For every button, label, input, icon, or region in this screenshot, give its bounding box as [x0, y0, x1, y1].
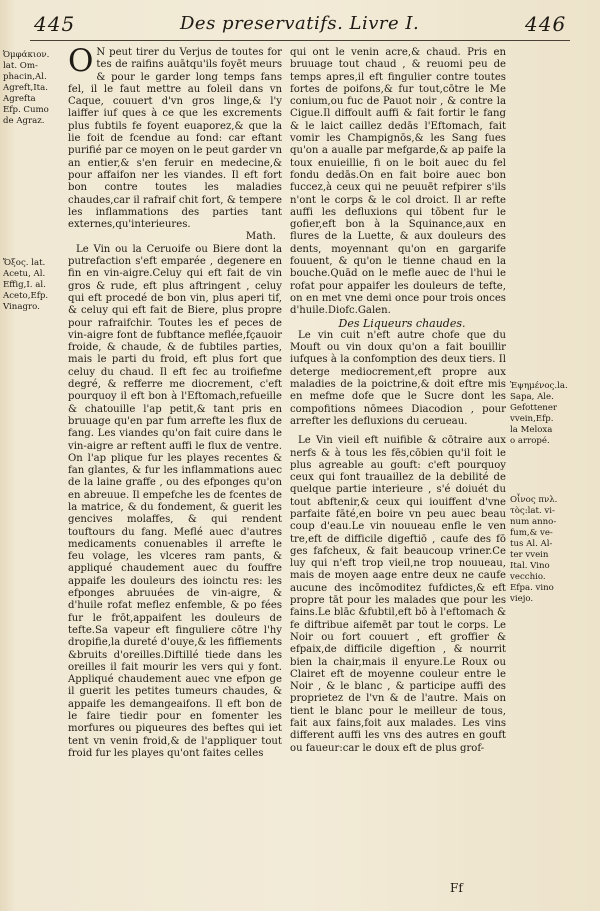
section-heading: Des Liqueurs chaudes. [338, 316, 466, 330]
margin-note-vin-cuit: Ἑψημένος.la. Sapa, Ale. Gefottener vvein,Efp. la Meloxa o arropé. [510, 381, 568, 446]
margin-note-verjus: Ὀμφάκιον. lat. Om- phacin,Al. Agreft,Ita. Agrefta Efp. Cumo de Agraz. [3, 50, 50, 126]
printer-signature-mark: Ff [450, 881, 463, 895]
margin-note-vinaigre: Ὄξος. lat. Acetu, Al. Effig,I. al. Aceto,Efp. Vinagro. [3, 258, 49, 312]
running-title: Des preservatifs. Livre I. [180, 13, 420, 34]
drop-cap: O [68, 43, 94, 79]
right-column [290, 47, 506, 755]
author-attribution: Math. [245, 231, 276, 243]
vinaigre-continuation-paragraph: qui ont le venin acre,& chaud. Pris en bruuage tout chaud , & reuomi peu de temps apres,il eft fingulier contre toutes fortes de poifons,& fur tout,cōtre le Me conium,ou fuc de Pauot noir , & contre la Cigue.Il diffoult auffi & fait fortir le fang & le laict caillez dedās l'Eftomach, fait vomir les Champignōs,& les Sang fues qu'on a aualle par mefgarde,& ap paife la toux enuieillie, fi on le boit auec du fel fondu dedās.On en fait boire auec bon fuccez,à ceux qui ne peuuēt refpirer s'ils n'ont le corps & le col droict. Il ar refte auffi les defluxions qui tōbent fur le gofier,eft bon à la Squinance,aux en flures de la Luette, & aux douleurs des dents, moyennant qu'on en gargarife fouuent, & qu'on le tienne chaud en la bouche.Quād on le mefle auec de l'hui le rofat pour appaifer les douleurs de tefte, on en met vne demi once pour trois onces d'huile.Diofc.Galen. [290, 47, 506, 317]
verjus-paragraph [68, 43, 282, 231]
page-number-left: 445 [34, 12, 76, 36]
verjus-text: N peut tirer du Verjus de toutes for tes de raifins auātqu'ils foyēt meurs & pour le garder long temps fans fel, il le faut mettre au foleil dans vn Caque, couuert d'vn gros linge,& l'y laiffer iuf ques à ce que les excrements plus fubtils fe foyent euaporez,& que la lie foit de fcendue au fond: car eftant purifié par ce moyen on le peut garder vn an entier,& s'en feruir en medecine,& pour affaifon ner les viandes. Il eft fort bon contre toutes les maladies chaudes,car il rafraif chit fort, & tempere les inflammations des parties tant externes,qu'interieures. [68, 47, 282, 231]
page-number-right: 446 [525, 12, 567, 36]
header-rule [30, 40, 570, 41]
vinaigre-paragraph: Le Vin ou la Ceruoife ou Biere dont la putrefaction s'eft emparée , degenere en fin en vin-aigre.Celuy qui eft fait de vin gros & rude, eft plus aftringent , celuy qui eft procedé de bon vin, plus aperi tif, & celuy qui eft fait de Biere, plus propre pour rafraifchir. Toutes les ef peces de vin-aigre font de fubftance meflée,fçauoir froide, & chaude, & de fubtiles parties, mais le parti du froid, eft plus fort que celuy du chaud. Il eft fec au troifiefme degré, & refferre me diocrement, c'eft pourquoy il eft bon à l'Eftomach,refueille & chatouille l'ap petit,& tant pris en bruuage qu'en par fum arrefte les flux de fang. Les viandes qu'on fait cuire dans le vin-aigre ar reftent auffi le flux de ventre. On l'ap plique fur les playes recentes & fan glantes, & fur les inflammations auec de la laine graffe , ou des efponges qu'on en abreuue. Il empefche les de fcentes de la matrice, & du fondement, & guerit les gencives molaffes, & qui rendent touftours du fang. Meflé auec d'autres medicaments conuenables il arrefte le feu volage, les vlceres ram pants, & appliqué chaudement auec du fouffre appaife les douleurs des ioinctu res: les efponges abruuées de vin-aigre, & d'huile rofat meflez enfemble, & po fées fur le frōt,appaifent les douleurs de tefte.Sa vapeur eft finguliere cōtre l'hy dropifie,la dureté d'ouye,& les fiffiements &bruits d'oreilles.Diftillé tiede dans les oreilles il fait mourir les vers qui y font. Appliqué chaudement auec vne efpon ge il guerit les petites tumeurs chaudes, & appaife les demangeaifons. Il eft bon de le faire tiedir pour en fomenter les morfures ou piqueures des beftes qui iet tent vn venin froid,& de l'appliquer tout froid fur les playes qu'ont faites celles [68, 243, 282, 759]
margin-note-vin-vieil: Οἶνος πνλ. τὸς:lat. vi- num anno- fum,& ve- tus Al. Al- ter vvein Ital. Vino vecchio. Efpa. vino viejo. [510, 495, 558, 604]
vin-vieil-paragraph: Le Vin vieil eft nuifible & cōtraire aux nerfs & à tous les fēs,cōbien qu'il foit le plus agreable au gouft: c'eft pourquoy ceux qui font trauaillez de la debilité de quelque partie interieure , s'é doiuét du tout abftenir,& ceux qui iouiffent d'vne parfaite fāté,en boire vn peu auec beau coup d'eau.Le vin nouueau enfle le ven tre,eft de difficile digeftiō , caufe des fō ges fafcheux, & fait beaucoup vriner.Ce luy qui n'eft trop vieil,ne trop nouueau, mais de moyen aage entre deux ne caufe aucune des incōmoditez fufdictes,& eft propre tāt pour les malades que pour les fains.Le blāc &fubtil,eft bō à l'eftomach & fe diftribue aifemēt par tout le corps. Le Noir ou fort couuert , eft groffier & efpaix,de difficile digeftion , & nourrit bien la chair,mais il enyure.Le Roux ou Clairet eft de moyenne couleur entre le Noir , & le blanc , & participe auffi des proprietez de l'vn & de l'autre. Mais on tient le blanc pour le meilleur de tous, fait aux fains,foit aux malades. Les vins different auffi les vns des autres en gouft ou faueur:car le doux eft de plus grof- [290, 435, 506, 754]
vin-cuit-paragraph: Le vin cuit n'eft autre chofe que du Mouft ou vin doux qu'on a fait bouillir iufques à la confomption des deux tiers. Il deterge mediocrement,eft propre aux maladies de la poictrine,& doit eftre mis en mefme dofe que le Sucre dont les compofitions nōmees Diacodion , pour arrefter les defluxions du cerueau. [290, 329, 506, 427]
left-column [68, 43, 282, 760]
